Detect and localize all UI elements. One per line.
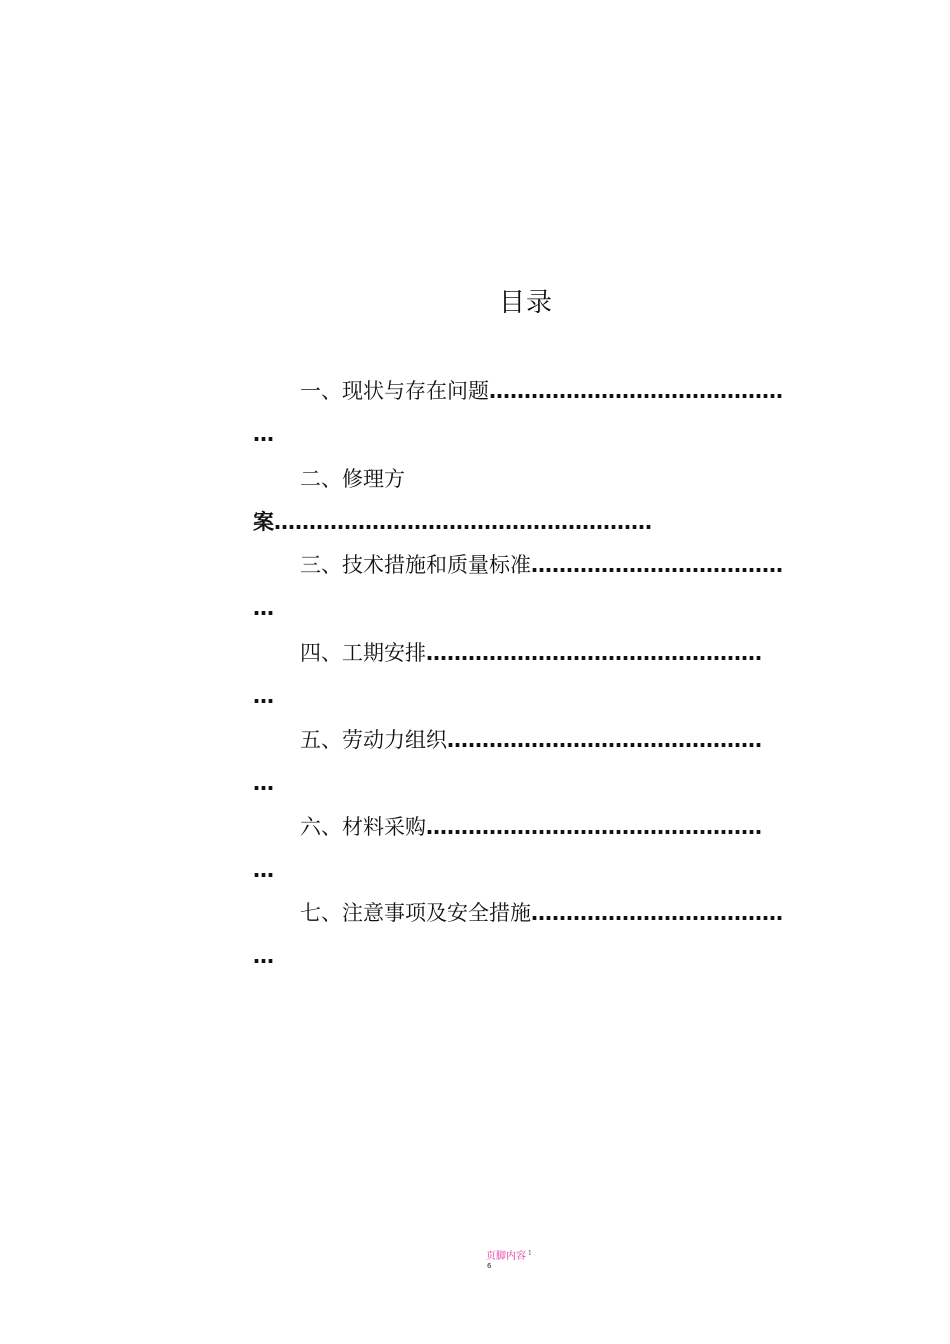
toc-entry-3-leader: ……………………………… [531,553,783,577]
toc-entry-4-leader: ………………………………………… [426,641,762,665]
toc-entry-4[interactable] [300,638,762,668]
toc-entry-6[interactable] [300,812,762,842]
toc-entry-6-label: 六、材料采购 [300,815,426,839]
toc-entry-1-label: 一、现状与存在问题 [300,379,489,403]
toc-entry-3-continuation: … [253,596,274,620]
toc-entry-3-label: 三、技术措施和质量标准 [300,553,531,577]
toc-entry-2-label: 二、修理方 [300,467,405,491]
page-title: 目录 [498,288,553,318]
toc-entry-5-continuation: … [253,771,274,795]
toc-entry-5[interactable] [300,725,762,755]
toc-entry-5-leader: ……………………………………… [447,728,762,752]
toc-entry-6-continuation: … [253,858,274,882]
toc-entry-7-continuation: … [253,944,274,968]
toc-entry-1-leader: …………………………………… [489,379,783,403]
toc-entry-4-label: 四、工期安排 [300,641,426,665]
footer-superscript: 1 [528,1249,532,1257]
toc-entry-5-label: 五、劳动力组织 [300,728,447,752]
toc-entry-2-continuation: 案……………………………………………… [253,510,652,534]
toc-entry-6-leader: ………………………………………… [426,815,762,839]
footer-text: 页脚内容 [486,1251,526,1262]
toc-entry-1-continuation: … [253,422,274,446]
toc-entry-3[interactable] [300,550,783,580]
toc-entry-7-leader: ……………………………… [531,901,783,925]
page-number: 6 [487,1262,492,1270]
toc-entry-7[interactable] [300,898,783,928]
toc-entry-2[interactable] [300,464,405,494]
toc-entry-4-continuation: … [253,684,274,708]
toc-entry-7-label: 七、注意事项及安全措施 [300,901,531,925]
page-footer [486,1247,532,1262]
toc-entry-1[interactable] [300,376,783,406]
